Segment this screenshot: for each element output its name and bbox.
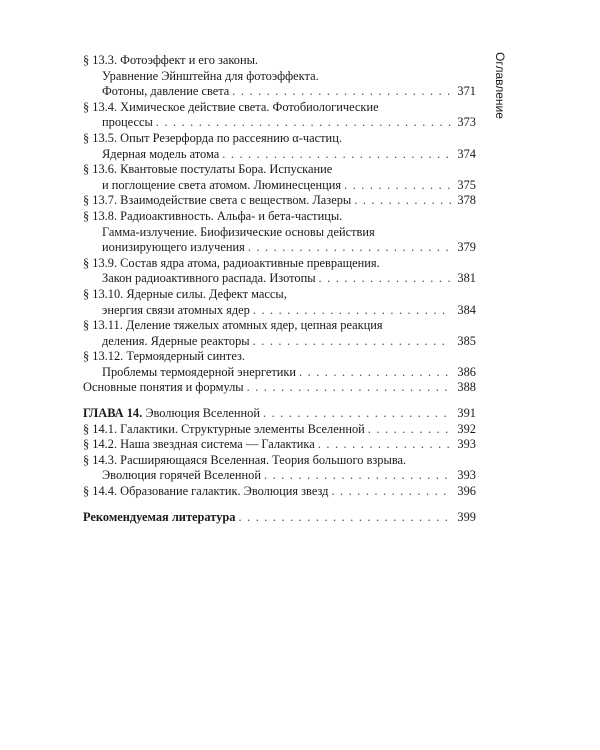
dot-leader: [232, 84, 451, 100]
toc-entry-text: Закон радиоактивного распада. Изотопы: [102, 271, 316, 286]
references-label: Рекомендуемая литература: [83, 509, 236, 524]
dot-leader: [253, 303, 451, 319]
toc-entry[interactable]: [83, 380, 476, 396]
toc-entry-text: Гамма-излучение. Биофизические основы действия: [102, 224, 375, 239]
toc-page-number: 386: [457, 364, 476, 379]
toc-entry-text: § 13.8. Радиоактивность. Альфа- и бета-частицы.: [83, 208, 343, 223]
references-entry[interactable]: [83, 510, 476, 526]
toc-entry-text: § 13.5. Опыт Резерфорда по рассеянию α-частиц.: [83, 130, 342, 145]
references-page: 399: [457, 509, 476, 524]
toc-page-number: 378: [457, 193, 476, 208]
toc-entry-text: § 14.4. Образование галактик. Эволюция звезд: [83, 484, 329, 499]
toc-entry[interactable]: [83, 484, 476, 500]
toc-page-number: 379: [457, 240, 476, 255]
toc-page-number: 388: [457, 380, 476, 395]
table-of-contents: [83, 53, 476, 525]
toc-page-number: 393: [457, 437, 476, 452]
toc-entry-text: § 13.10. Ядерные силы. Дефект массы,: [83, 286, 287, 301]
toc-entry[interactable]: [83, 287, 476, 318]
dot-leader: [253, 334, 451, 350]
toc-entry[interactable]: [83, 256, 476, 287]
toc-entry-text: процессы: [102, 115, 153, 130]
chapter-page: 391: [457, 406, 476, 421]
toc-entry-text: Ядерная модель атома: [102, 146, 220, 161]
toc-page-number: 392: [457, 421, 476, 436]
toc-page-number: 375: [457, 177, 476, 192]
toc-entry[interactable]: [83, 100, 476, 131]
running-head-text: Оглавление: [493, 52, 507, 119]
toc-entry-text: деления. Ядерные реакторы: [102, 333, 250, 348]
toc-entry[interactable]: [83, 318, 476, 349]
toc-entry-text: § 13.3. Фотоэффект и его законы.: [83, 53, 259, 67]
toc-entry-text: Проблемы термоядерной энергетики: [102, 364, 297, 379]
dot-leader: [247, 380, 451, 396]
toc-entry-text: § 13.4. Химическое действие света. Фотобиологические: [83, 99, 379, 114]
toc-entry-text: § 14.3. Расширяющаяся Вселенная. Теория большого взрыва.: [83, 452, 407, 467]
toc-entry-text: § 13.11. Деление тяжелых атомных ядер, цепная реакция: [83, 318, 383, 333]
toc-page-number: 381: [457, 271, 476, 286]
toc-entry[interactable]: [83, 53, 476, 100]
dot-leader: [222, 147, 451, 163]
dot-leader: [264, 468, 451, 484]
toc-entry-text: § 14.1. Галактики. Структурные элементы Вселенной: [83, 421, 365, 436]
toc-entry-text: Эволюция горячей Вселенной: [102, 468, 261, 483]
toc-entry[interactable]: [83, 193, 476, 209]
toc-page-number: 384: [457, 302, 476, 317]
dot-leader: [156, 115, 451, 131]
chapter-number: ГЛАВА 14.: [83, 406, 143, 421]
toc-page-number: 393: [457, 468, 476, 483]
toc-entry[interactable]: [83, 453, 476, 484]
toc-page-number: 374: [457, 146, 476, 161]
dot-leader: [331, 484, 451, 500]
toc-entry[interactable]: [83, 209, 476, 256]
toc-page-number: 385: [457, 333, 476, 348]
dot-leader: [344, 178, 451, 194]
toc-entry-text: и поглощение света атомом. Люминесценция: [102, 177, 342, 192]
toc-entry[interactable]: [83, 437, 476, 453]
toc-entry-text: § 14.2. Наша звездная система — Галактика: [83, 437, 315, 452]
toc-entry-text: § 13.9. Состав ядра атома, радиоактивные превращения.: [83, 255, 380, 270]
running-head: [493, 52, 509, 172]
toc-section-list: [83, 53, 476, 396]
chapter-title: Эволюция Вселенной: [142, 406, 260, 421]
toc-entry[interactable]: [83, 162, 476, 193]
toc-entry-text: ионизирующего излучения: [102, 240, 245, 255]
dot-leader: [368, 422, 451, 438]
toc-page-number: 371: [457, 84, 476, 99]
toc-page-number: 373: [457, 115, 476, 130]
toc-entry[interactable]: [83, 131, 476, 162]
toc-entry[interactable]: [83, 349, 476, 380]
toc-entry-text: § 13.12. Термоядерный синтез.: [83, 349, 245, 364]
chapter-section-list: [83, 422, 476, 500]
toc-entry-text: § 13.6. Квантовые постулаты Бора. Испускание: [83, 162, 333, 177]
toc-entry-text: § 13.7. Взаимодействие света с веществом. Лазеры: [83, 193, 352, 208]
dot-leader: [248, 240, 451, 256]
toc-entry-text: Уравнение Эйнштейна для фотоэффекта.: [102, 68, 319, 83]
dot-leader: [318, 437, 451, 453]
toc-entry[interactable]: [83, 422, 476, 438]
toc-entry-text: энергия связи атомных ядер: [102, 302, 250, 317]
dot-leader: [354, 193, 451, 209]
toc-entry-text: Основные понятия и формулы: [83, 380, 244, 395]
dot-leader: [319, 271, 451, 287]
chapter-heading[interactable]: [83, 406, 476, 422]
toc-page-number: 396: [457, 484, 476, 499]
dot-leader: [299, 365, 451, 381]
toc-entry-text: Фотоны, давление света: [102, 84, 230, 99]
